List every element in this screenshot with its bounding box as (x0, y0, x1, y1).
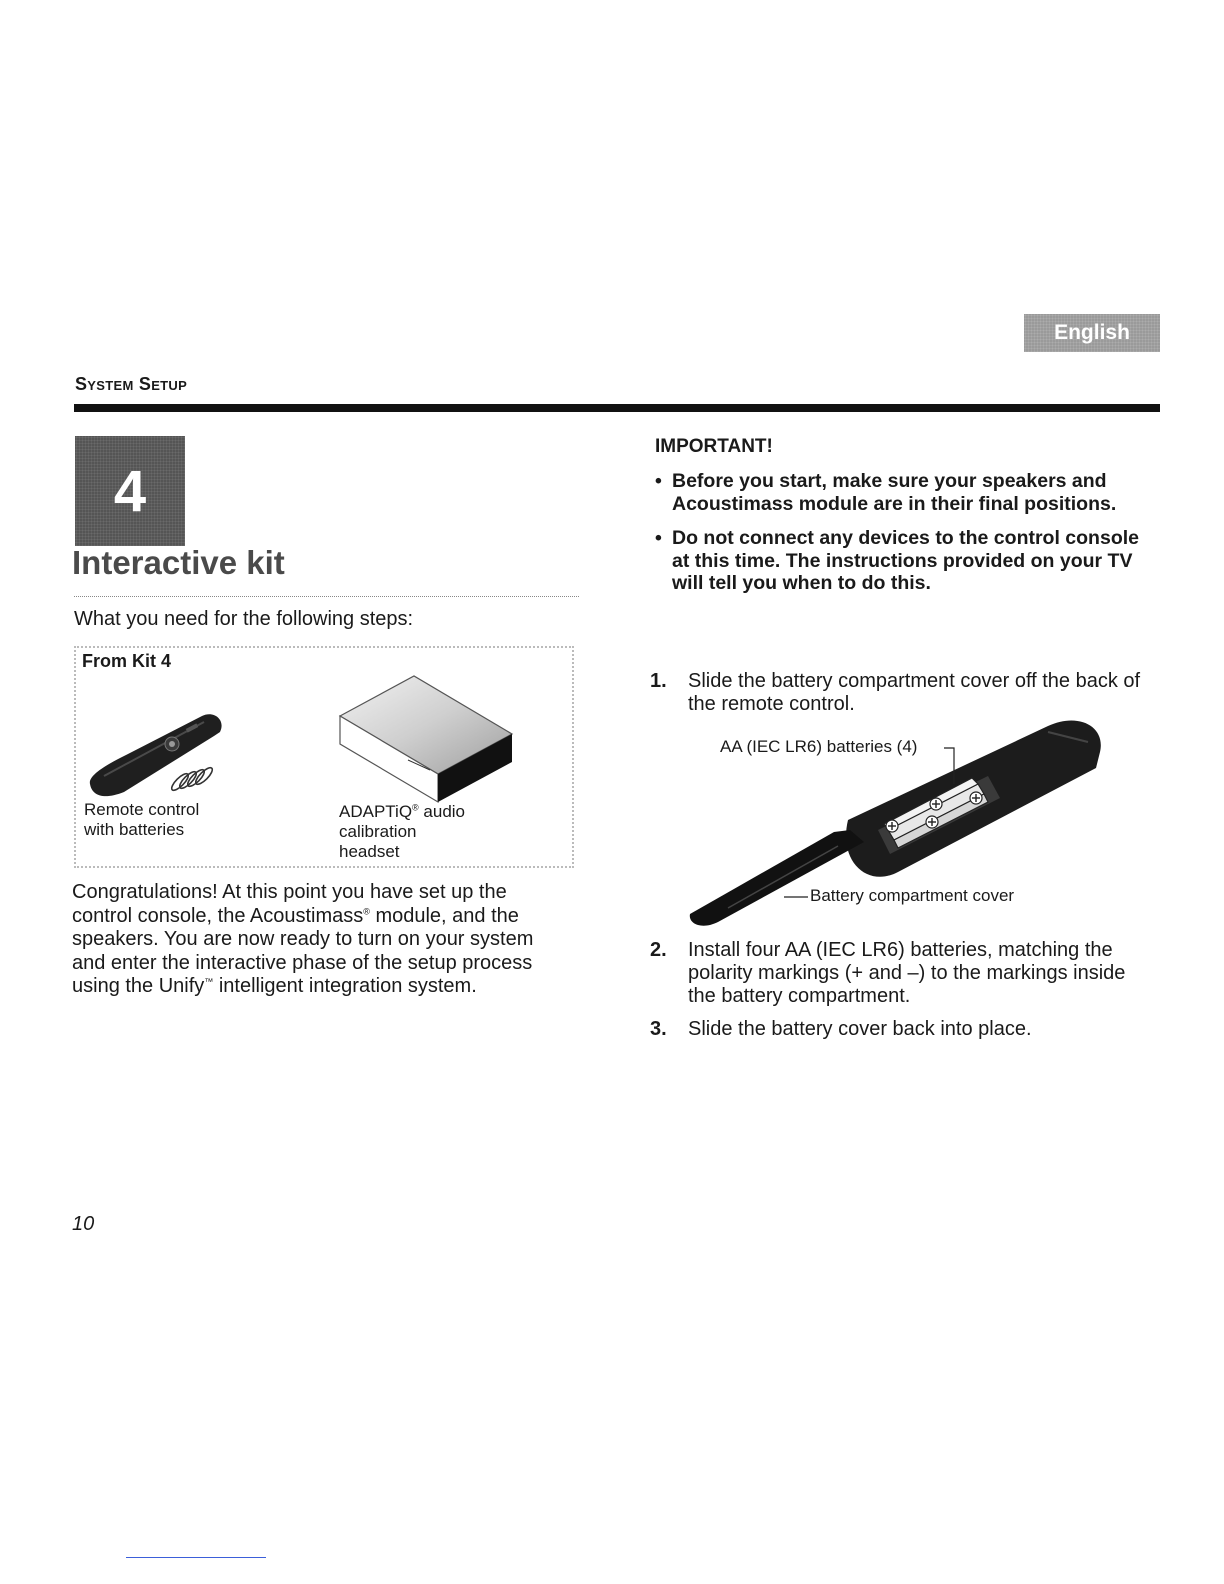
step-number-badge: 4 (75, 436, 185, 546)
module-caption-line1-rest: audio (418, 802, 466, 821)
important-bullets (655, 470, 1160, 607)
instruction-step (650, 1018, 1150, 1041)
instruction-step (650, 939, 1150, 1008)
adaptiq-headset-box-illustration (338, 674, 518, 804)
module-caption-line2: calibration (339, 822, 417, 841)
important-bullet: • Do not connect any devices to the control console at this time. The instructions provided on your TV will tell you when to do this. (655, 527, 1160, 595)
footer-line (126, 1557, 266, 1558)
step-text: Install four AA (IEC LR6) batteries, matching the polarity markings (+ and –) to the markings inside the battery compartment. (688, 939, 1126, 1007)
important-bullet: • Before you start, make sure your speakers and Acoustimass module are in their final positions. (655, 470, 1160, 515)
requirements-intro: What you need for the following steps: (74, 608, 414, 630)
instruction-steps-top (650, 670, 1150, 716)
step-text: Slide the battery cover back into place. (688, 1018, 1032, 1040)
congrats-text-2: module, and the speakers. You are now ready to turn on your system and enter the interactive phase of the setup process using the Unify (72, 904, 534, 997)
congrats-text-3: intelligent integration system. (213, 975, 477, 997)
step-text: Slide the battery compartment cover off the back of the remote control. (688, 670, 1141, 715)
cover-callout: Battery compartment cover (810, 886, 1015, 905)
registered-mark: ® (412, 802, 419, 813)
step-title: Interactive kit (72, 544, 285, 581)
remote-caption-line2: with batteries (84, 820, 185, 839)
kit-label: From Kit 4 (82, 651, 172, 671)
page-number: 10 (72, 1213, 95, 1235)
registered-mark: ® (363, 905, 370, 916)
remote-caption-line1: Remote control (84, 800, 200, 819)
language-tab: English (1024, 314, 1160, 352)
step-number: 1. (650, 670, 667, 692)
section-title: System Setup (75, 374, 188, 394)
step-number: 3. (650, 1018, 667, 1040)
remote-control-illustration (84, 706, 234, 802)
module-caption-line3: headset (339, 842, 400, 861)
module-caption-name: ADAPTiQ (339, 802, 413, 821)
title-divider (74, 596, 579, 597)
remote-caption (84, 800, 199, 840)
instruction-steps-bottom (650, 939, 1150, 1051)
trademark-mark: ™ (204, 976, 214, 987)
instruction-step (650, 670, 1150, 716)
module-caption (339, 802, 499, 862)
congratulations-paragraph (72, 881, 562, 999)
step-number: 2. (650, 939, 667, 961)
congrats-text-1: Congratulations! At this point you have set up the control console, the Acoustimass (72, 881, 507, 927)
battery-callout: AA (IEC LR6) batteries (4) (720, 737, 918, 756)
section-rule (74, 404, 1160, 412)
important-heading: IMPORTANT! (655, 436, 773, 457)
